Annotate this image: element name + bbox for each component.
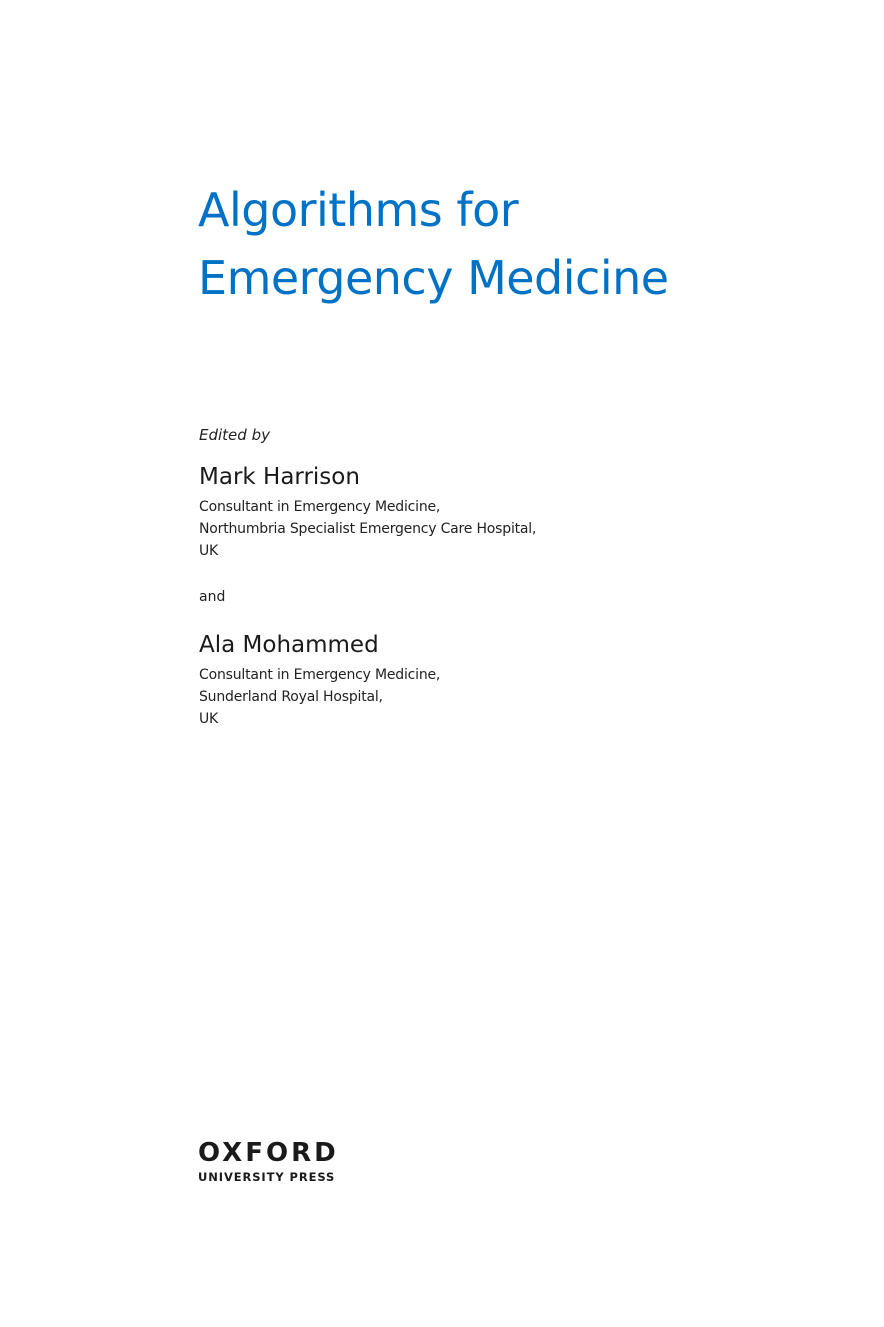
editor-block — [199, 462, 759, 562]
editor-affiliation-line: Sunderland Royal Hospital, — [199, 689, 383, 705]
publisher-name: OXFORD — [198, 1138, 339, 1168]
publisher-subtitle: UNIVERSITY PRESS — [198, 1170, 336, 1184]
editor-affiliation-line: UK — [199, 711, 219, 727]
editor-name: Mark Harrison — [199, 464, 360, 490]
editors-section — [199, 424, 759, 730]
edited-by-label: Edited by — [199, 426, 270, 444]
title-line-2: Emergency Medicine — [198, 251, 669, 305]
conjunction-text: and — [199, 589, 226, 605]
editor-affiliation-line: Northumbria Specialist Emergency Care Hospital, — [199, 521, 537, 537]
editor-name: Ala Mohammed — [199, 632, 379, 658]
book-title — [198, 176, 818, 312]
editor-affiliation-line: Consultant in Emergency Medicine, — [199, 667, 441, 683]
publisher-logo — [198, 1139, 378, 1185]
title-line-1: Algorithms for — [198, 183, 519, 237]
editor-affiliation-line: UK — [199, 543, 219, 559]
editor-affiliation-line: Consultant in Emergency Medicine, — [199, 499, 441, 515]
editor-block — [199, 630, 759, 730]
